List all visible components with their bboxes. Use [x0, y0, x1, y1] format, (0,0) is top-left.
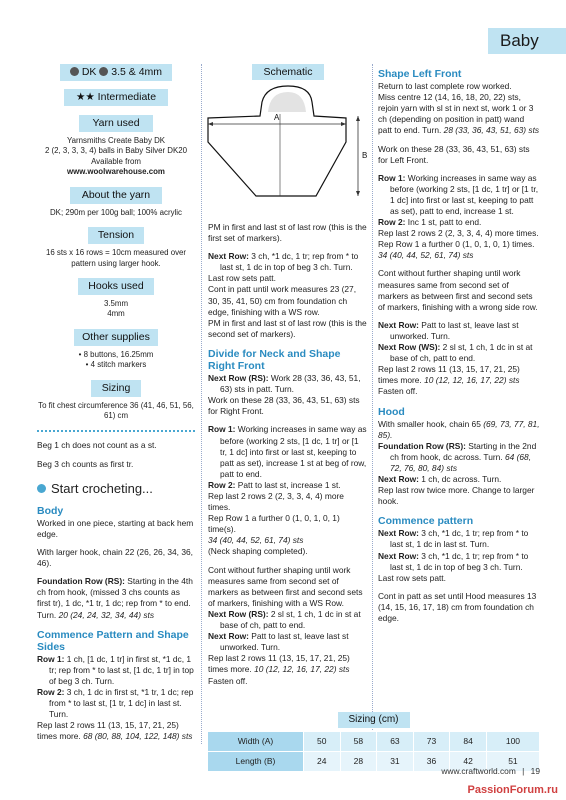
table-cell: 28 [340, 752, 377, 772]
tension-text: 16 sts x 16 rows = 10cm measured over pattern using larger hook. [45, 248, 187, 268]
start-crocheting-heading: Start crocheting... [37, 480, 195, 497]
hood-shading [268, 92, 306, 112]
rf-repeat-3: Rep last 2 rows 11 (13, 15, 17, 21, 25) times more. 10 (12, 12, 16, 17, 22) sts [208, 653, 350, 675]
commence-sides-heading: Commence Pattern and Shape Sides [37, 628, 189, 653]
lf-row-1: Row 1: Working increases in same way as before (working 2 sts, [1 dc, 1 tr] or [1 tr, 1 dc] into first or last st, keeping to patt as set), patt to end, increase 1 st. [378, 172, 539, 216]
row-1: Row 1: 1 ch, [1 dc, 1 tr] in first st, *1 dc, 1 tr; rep from * to last st, [1 dc, 1 tr] in top of beg 3 ch. Turn. [37, 653, 194, 686]
lf-next-row: Next Row: Patt to last st, leave last st unworked. Turn. [378, 319, 519, 341]
lf-miss-centre: Miss centre 12 (14, 16, 18, 20, 22) sts, rejoin yarn with sl st in next st, work 1 or 3 ch (depending on position in patt) wand patt to end. Turn. 28 (33, 36, 43, 51, 63) sts [378, 92, 540, 136]
watermark: PassionForum.ru [467, 784, 558, 796]
rf-repeat-2: Rep Row 1 a further 0 (1, 0, 1, 0, 1) time(s). [208, 513, 340, 535]
sizing-text: To fit chest circumference 36 (41, 46, 51, 56, 61) cm [38, 400, 194, 421]
table-row [208, 732, 540, 752]
supplier-link[interactable]: www.woolwarehouse.com [67, 167, 165, 177]
about-yarn-text: DK; 290m per 100g ball; 100% acrylic [49, 207, 183, 217]
lf-repeat-3: Rep last 2 rows 11 (13, 15, 17, 21, 25) times more. 10 (12, 12, 16, 17, 22) sts [378, 364, 520, 386]
about-yarn-heading: About the yarn [70, 187, 162, 204]
rf-next-row: Next Row: Patt to last st, leave last st unworked. Turn. [208, 631, 349, 653]
rf-cont: Cont without further shaping until work measures same from second set of markers as between first and second sets of markers, finishing with a WS Row. [208, 564, 363, 608]
row-2: Row 2: 3 ch, 1 dc in first st, *1 tr, 1 dc; rep from * to last st, [1 tr, 1 dc] in last st. Turn. [37, 687, 194, 720]
arrow-down-icon [356, 191, 360, 196]
cp-next-row-1: Next Row: 3 ch, *1 dc, 1 tr; rep from * to last st, 1 dc in last st. Turn. [378, 528, 529, 550]
row-label: Length (B) [208, 752, 304, 772]
foundation-row: Foundation Row (RS): Starting in the 4th ch from hook, (missed 3 chs counts as first tr), 1 dc, *1 tr, 1 dc; rep from * to end. Turn. 20 (24, 24, 32, 34, 44) sts [37, 576, 193, 620]
row-label: Width (A) [208, 732, 304, 752]
markers-1: PM in first and last st of last row (this is the first set of markers). [208, 222, 367, 244]
lf-cont: Cont without further shaping until work measures same from second set of markers as between first and second sets of markers, finishing with a wrong side row. [378, 268, 538, 312]
sidebar-column [37, 64, 195, 743]
neck-complete: (Neck shaping completed). [208, 546, 308, 557]
rf-row-1: Row 1: Working increases in same way as before (working 2 sts, [1 dc, 1 tr] or [1 tr, 1 dc] into first or last st, keeping to patt as set), increase 1 st at beg of row, patt to end. [208, 424, 367, 479]
lf-row-2: Row 2: Inc 1 st, patt to end. [378, 217, 482, 228]
table-cell: 84 [450, 732, 487, 752]
body-intro: Worked in one piece, starting at back hem edge. [37, 517, 194, 539]
lf-next-row-ws: Next Row (WS): 2 sl st, 1 ch, 1 dc in st at base of ch, patt to end. [378, 342, 533, 364]
note-beg-ch: Beg 1 ch does not count as a st. [37, 440, 157, 451]
table-cell: 100 [486, 732, 539, 752]
right-front-sts: Work on these 28 (33, 36, 43, 51, 63) sts for Right Front. [208, 395, 360, 417]
middle-column [208, 64, 368, 687]
difficulty-badge: ★★ Intermediate [64, 89, 168, 106]
weight-hook-banner [60, 64, 172, 81]
hooks-heading: Hooks used [78, 278, 154, 295]
supplies-list: • 8 buttons, 16.25mm • 4 stitch markers [78, 349, 154, 370]
table-cell: 24 [304, 752, 341, 772]
label-a: A [274, 113, 280, 122]
rf-row-2: Row 2: Patt to last st, increase 1 st. [208, 479, 341, 490]
rf-next-row-rs: Next Row (RS): 2 sl st, 1 ch, 1 dc in st at base of ch, patt to end. [208, 608, 361, 631]
left-front-heading: Shape Left Front [378, 68, 462, 80]
table-cell: 63 [377, 732, 414, 752]
rf-repeat: Rep last 2 rows 2 (2, 3, 3, 4, 4) more times. [208, 491, 344, 513]
table-cell: 73 [413, 732, 450, 752]
lf-repeat-2: Rep Row 1 a further 0 (1, 0, 1, 0, 1) times. [378, 239, 535, 250]
markers-2: PM in first and last st of last row (this is the second set of markers). [208, 317, 367, 339]
page-number: 19 [530, 766, 540, 776]
table-cell: 31 [377, 752, 414, 772]
commence-pattern-heading: Commence pattern [378, 515, 474, 528]
cont-patt: Cont in patt until work measures 23 (27, 30, 35, 41, 50) cm from foundation ch edge, finishing with a WS row. [208, 284, 357, 317]
hood-next-row: Next Row: 1 ch, dc across. Turn. [378, 474, 502, 485]
hood-heading: Hood [378, 405, 405, 418]
page-footer: www.craftworld.com | 19 [441, 766, 540, 776]
table-cell: 42 [450, 752, 487, 772]
hood-chain: With smaller hook, chain 65 (69, 73, 77, 81, 85). [378, 418, 540, 440]
label-b: B [362, 151, 368, 160]
schematic-diagram [204, 84, 372, 212]
right-column [378, 64, 540, 631]
arrow-left-icon [208, 122, 213, 126]
lf-fasten-off: Fasten off. [378, 386, 418, 397]
yarn-ball-icon [70, 67, 79, 76]
table-cell: 50 [304, 732, 341, 752]
table-cell: 36 [413, 752, 450, 772]
lf-stitch-count: 34 (40, 44, 52, 61, 74) sts [378, 250, 474, 261]
divide-next-row: Next Row (RS): Work 28 (33, 36, 43, 51, 63) sts in patt. Turn. [208, 373, 361, 395]
weight-label: DK [81, 66, 97, 78]
yarn-used-heading: Yarn used [79, 115, 153, 132]
tension-heading: Tension [88, 227, 144, 244]
schematic-heading: Schematic [252, 64, 324, 80]
bullet-icon [37, 484, 46, 493]
column-divider [201, 64, 202, 744]
hooks-list: 3.5mm 4mm [103, 298, 129, 319]
hook-size-label: 3.5 & 4mm [111, 66, 163, 78]
site-link[interactable]: www.craftworld.com [441, 766, 516, 776]
sizing-table-title: Sizing (cm) [338, 712, 410, 728]
hood-foundation-row: Foundation Row (RS): Starting in the 2nd ch from hook, dc across. Turn. 64 (68, 72, 76, 80, 84) sts [378, 440, 537, 473]
dotted-divider [37, 430, 195, 432]
sizing-table [207, 712, 540, 772]
lf-sts: Work on these 28 (33, 36, 43, 51, 63) sts for Left Front. [378, 143, 530, 165]
lf-return: Return to last complete row worked. [378, 81, 512, 92]
section-tab: Baby [488, 28, 566, 54]
table-cell: 51 [486, 752, 539, 772]
sets-patt: Last row sets patt. [208, 273, 276, 284]
hook-icon [99, 67, 108, 76]
table-cell: 58 [340, 732, 377, 752]
repeat-rows: Rep last 2 rows 11 (13, 15, 17, 21, 25) times more. 68 (80, 88, 104, 122, 148) sts [37, 720, 193, 742]
arrow-up-icon [356, 116, 360, 121]
next-row: Next Row: 3 ch, *1 dc, 1 tr; rep from * to last st, 1 dc in top of beg 3 ch. Turn. [208, 251, 359, 273]
lf-repeat: Rep last 2 rows 2 (2, 3, 3, 4, 4) more times. [378, 228, 539, 239]
column-divider [372, 64, 373, 744]
cp-sets-patt: Last row sets patt. [378, 572, 446, 583]
cp-next-row-2: Next Row: 3 ch, *1 dc, 1 tr; rep from * to last st, 1 dc in top of beg 3 ch. Turn. [378, 550, 529, 572]
divide-neck-heading: Divide for Neck and Shape Right Front [208, 347, 341, 372]
cp-cont: Cont in patt as set until Hood measures 13 (14, 15, 16, 17, 18) cm from foundation ch edge. [378, 590, 537, 624]
rf-fasten-off: Fasten off. [208, 675, 248, 686]
arrow-right-icon [341, 122, 346, 126]
hood-rep-last: Rep last row twice more. Change to larger hook. [378, 485, 535, 507]
note-beg-3ch: Beg 3 ch counts as first tr. [37, 458, 134, 469]
body-heading: Body [37, 504, 64, 517]
body-chain: With larger hook, chain 22 (26, 26, 34, 36, 46). [37, 547, 193, 569]
supplies-heading: Other supplies [74, 329, 158, 346]
rf-stitch-count: 34 (40, 44, 52, 61, 74) sts [208, 535, 304, 546]
sizing-heading: Sizing [91, 380, 141, 397]
yarn-info: Yarnsmiths Create Baby DK 2 (2, 3, 3, 3, 4) balls in Baby Silver DK20 Available from www.woolwarehouse.com [37, 136, 195, 178]
